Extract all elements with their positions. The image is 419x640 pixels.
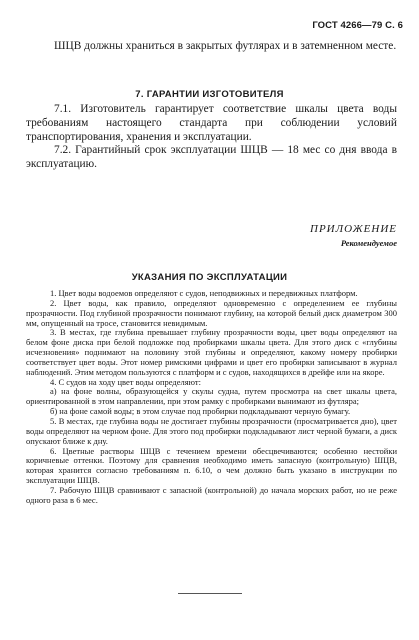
standard-reference: ГОСТ 4266—79 С. 6	[312, 20, 403, 31]
instruction-paragraph-3: 3. В местах, где глубина превышает глубину прозрачности воды, цвет воды определяют на белом фоне диска при белой подложке под пробирками шкалы цвета. Для этого диск с «глубины исчезновения» поднимают на половину этой глубины и определяют, какому номеру пробирки соответствует цвет воды. Этот номер римскими цифрами и цвет его пробирки записывают в журнал наблюдений. Этим методом пользуются с платформ и с судов, находящихся в дрейфе или на якоре.	[26, 327, 397, 377]
instruction-paragraph-4b: б) на фоне самой воды; в этом случае под пробирки подкладывают черную бумагу.	[50, 406, 351, 417]
instruction-paragraph-5: 5. В местах, где глубина воды не достигает глубины прозрачности (просматривается дно), цвет воды определяют на черном фоне. Для этого под пробирки подкладывают лист черной бумаги, а диск опускают ближе к дну.	[26, 415, 397, 446]
instruction-paragraph-2: 2. Цвет воды, как правило, определяют одновременно с определением ее глубины прозрачности. Под глубиной прозрачности понимают глубину, на которой белый диск диаметром 300 мм, опущенный на тросе, становится невидимым.	[26, 297, 397, 328]
instruction-paragraph-6: 6. Цветные растворы ШЦВ с течением времени обесцвечиваются; особенно нестойки коричневые оттенки. Поэтому для сравнения необходимо иметь запасную (контрольную) ШЦВ, которая хранится согласно требованиям п. 6.10, о чем должно быть указано в инструкции по эксплуатации ШЦВ.	[26, 445, 397, 486]
appendix-subtitle: Рекомендуемое	[340, 238, 397, 248]
section-7-paragraph-1: 7.1. Изготовитель гарантирует соответствие шкалы цвета воды требованиям настоящего стандарта при соблюдении условий транспортирования, хранения и эксплуатации.	[26, 103, 397, 143]
appendix-title: ПРИЛОЖЕНИЕ	[310, 223, 397, 235]
section-7-paragraph-2: 7.2. Гарантийный срок эксплуатации ШЦВ — 18 мес со дня ввода в эксплуатацию.	[26, 144, 397, 171]
intro-paragraph	[26, 40, 397, 54]
instruction-paragraph-4: 4. С судов на ходу цвет воды определяют:	[50, 376, 201, 387]
end-divider	[178, 593, 242, 594]
intro-text: ШЦВ должны храниться в закрытых футлярах и в затемненном месте.	[54, 40, 397, 52]
instruction-paragraph-7: 7. Рабочую ШЦВ сравнивают с запасной (контрольной) до начала морских работ, но не реже одного раза в 6 мес.	[26, 484, 397, 505]
instructions-title: УКАЗАНИЯ ПО ЭКСПЛУАТАЦИИ	[131, 272, 288, 283]
instructions-body	[26, 289, 397, 506]
section-7-title: 7. ГАРАНТИИ ИЗГОТОВИТЕЛЯ	[135, 89, 284, 100]
appendix-heading	[310, 222, 397, 250]
instruction-paragraph-1: 1. Цвет воды водоемов определяют с судов, неподвижных и передвижных платформ.	[50, 288, 358, 298]
instruction-paragraph-4a: а) на фоне волны, образующейся у скулы судна, путем просмотра на свет шкалы цвета, ориентированной в этом направлении, при этом рамку с пробирками вынимают из футляра;	[26, 386, 397, 407]
section-7-body	[26, 103, 397, 172]
